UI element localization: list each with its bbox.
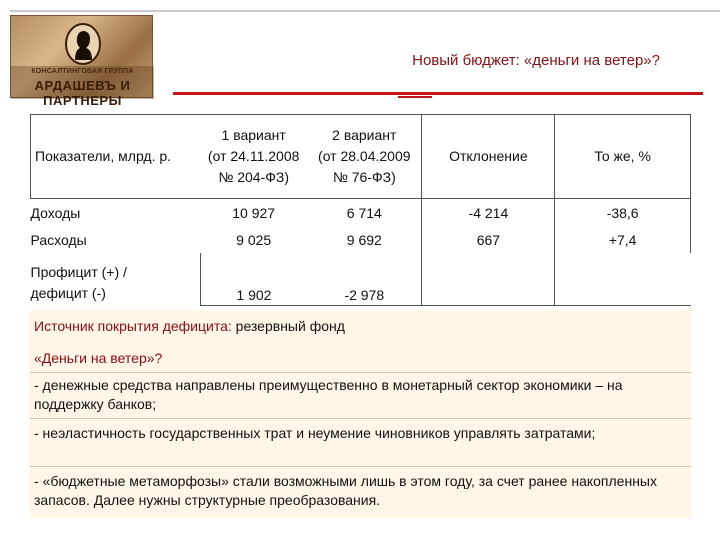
logo-line2: АРДАШЕВЪ И ПАРТНЕРЫ <box>34 78 131 108</box>
row-label <box>31 253 201 306</box>
row-deviation <box>422 253 555 306</box>
table-row <box>31 226 691 253</box>
notes-question: «Деньги на ветер»? <box>34 350 163 366</box>
header-variant-2 <box>307 115 422 199</box>
header-indicator: Показатели, млрд. р. <box>31 115 201 199</box>
header-deviation: Отклонение <box>422 115 555 199</box>
row-label: Расходы <box>30 231 87 248</box>
top-divider-line <box>10 10 720 12</box>
header-v1-line2: (от 24.11.2008 <box>207 148 300 164</box>
title-underline-accent <box>398 96 432 98</box>
header-v2-line3: № 76-ФЗ) <box>332 169 396 185</box>
header-v2-line1: 2 вариант <box>332 127 397 143</box>
source-label: Источник покрытия дефицита: <box>34 318 232 334</box>
header-percent: То же, % <box>555 115 691 199</box>
row-percent <box>555 253 691 306</box>
row-v2: 6 714 <box>307 199 422 227</box>
row-deviation: 667 <box>422 226 555 253</box>
bullet-item: - неэластичность государственных трат и неумение чиновников управлять затратами; <box>34 425 596 441</box>
header-variant-1 <box>200 115 307 199</box>
row-deviation: -4 214 <box>422 199 555 227</box>
row-label-line2: дефицит (-) <box>30 284 106 301</box>
row-v2: -2 978 <box>307 253 422 306</box>
table-row <box>31 253 691 306</box>
source-line <box>34 318 345 334</box>
source-value: резервный фонд <box>231 318 345 334</box>
row-percent: -38,6 <box>555 199 691 227</box>
bullet-item: - «бюджетные метаморфозы» стали возможными лишь в этом году, за счет ранее накопленных запасов. Далее нужны структурные преобразования. <box>34 473 657 508</box>
notes-divider <box>30 418 691 419</box>
logo-line1: КОНСАЛТИНГОВАЯ ГРУППА <box>31 68 134 75</box>
row-v2: 9 692 <box>307 226 422 253</box>
row-label-line1: Профицит (+) / <box>30 263 127 280</box>
header-v1-line1: 1 вариант <box>221 127 286 143</box>
notes-divider <box>30 372 691 373</box>
company-logo <box>10 15 153 108</box>
slide-title: Новый бюджет: «деньги на ветер»? <box>412 52 660 69</box>
header-v2-line2: (от 28.04.2009 <box>318 148 411 164</box>
notes-divider <box>30 466 691 467</box>
table-row <box>31 199 691 227</box>
silhouette-portrait-icon <box>63 22 103 66</box>
row-percent: +7,4 <box>555 226 691 253</box>
table-header-row <box>31 115 691 199</box>
title-underline <box>173 92 703 95</box>
row-v1: 9 025 <box>236 231 272 248</box>
row-v1: 10 927 <box>232 204 276 221</box>
header-v1-line3: № 204-ФЗ) <box>218 169 290 185</box>
row-label: Доходы <box>30 204 81 221</box>
bullet-item: - денежные средства направлены преимущественно в монетарный сектор экономики – на поддержку банков; <box>34 377 623 412</box>
row-v1: 1 902 <box>200 253 307 306</box>
budget-table <box>30 114 691 306</box>
